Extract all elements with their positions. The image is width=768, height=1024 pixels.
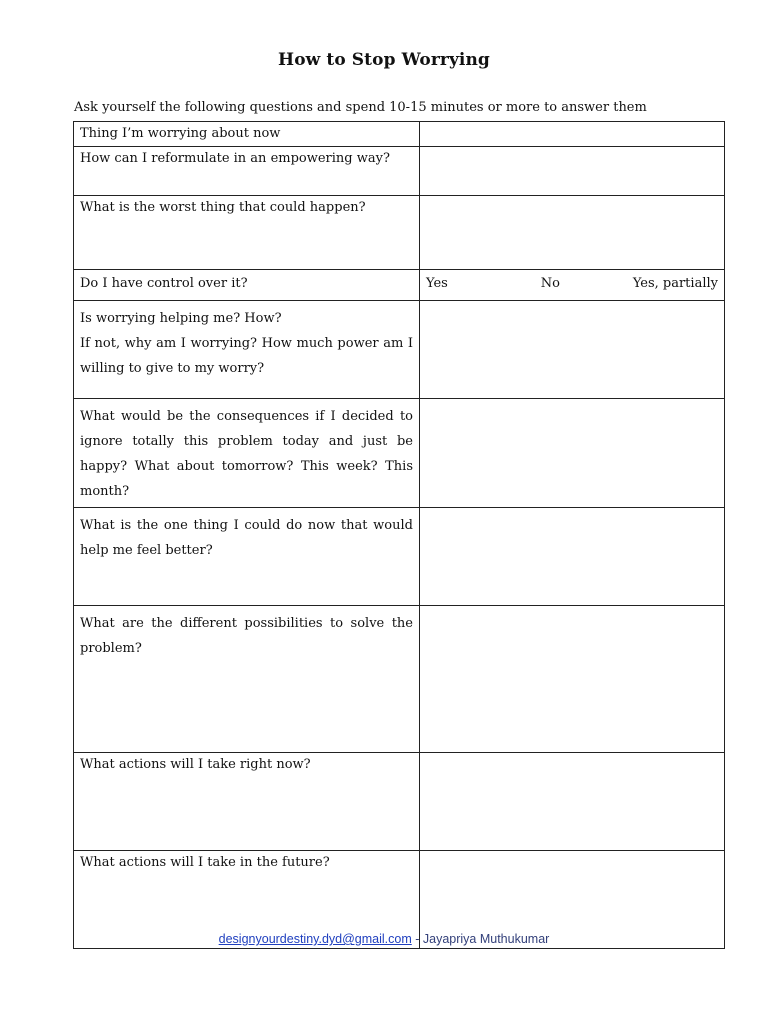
- footer-email-link[interactable]: designyourdestiny.dyd@gmail.com: [218, 932, 412, 946]
- answer-cell[interactable]: [420, 122, 725, 147]
- option-no[interactable]: No: [540, 276, 560, 291]
- question-text: Thing I’m worrying about now: [80, 126, 281, 141]
- table-row: [74, 753, 725, 851]
- question-text: What would be the consequences if I decided to ignore totally this problem today and just be happy? What about tomorrow? This week? This month?: [80, 409, 413, 499]
- table-row: [74, 399, 725, 508]
- answer-cell[interactable]: [420, 196, 725, 270]
- control-options-cell: [420, 270, 725, 301]
- table-row: [74, 606, 725, 753]
- table-row: [74, 122, 725, 147]
- worksheet-table: [73, 121, 725, 949]
- question-cell: [74, 399, 420, 508]
- instructions-text: Ask yourself the following questions and spend 10-15 minutes or more to answer them: [74, 100, 647, 115]
- answer-cell[interactable]: [420, 606, 725, 753]
- answer-cell[interactable]: [420, 508, 725, 606]
- question-text: What are the different possibilities to solve the problem?: [80, 616, 413, 656]
- option-yes[interactable]: Yes: [426, 276, 448, 291]
- question-text: What is the one thing I could do now that would help me feel better?: [80, 518, 413, 558]
- question-cell: [74, 753, 420, 851]
- table-row: [74, 196, 725, 270]
- table-row: [74, 147, 725, 196]
- answer-cell[interactable]: [420, 399, 725, 508]
- question-text: Is worrying helping me? How?: [80, 311, 282, 326]
- table-row: [74, 270, 725, 301]
- question-text: If not, why am I worrying? How much power am I willing to give to my worry?: [80, 336, 413, 376]
- question-text: How can I reformulate in an empowering way?: [80, 151, 390, 166]
- table-row: [74, 508, 725, 606]
- question-cell: [74, 122, 420, 147]
- question-cell: [74, 196, 420, 270]
- answer-cell[interactable]: [420, 147, 725, 196]
- question-text: Do I have control over it?: [80, 276, 248, 291]
- footer-separator: -: [411, 932, 423, 946]
- answer-cell[interactable]: [420, 301, 725, 399]
- question-cell: [74, 147, 420, 196]
- page-title: How to Stop Worrying: [278, 50, 490, 70]
- question-cell: [74, 606, 420, 753]
- answer-cell[interactable]: [420, 753, 725, 851]
- question-text: What actions will I take right now?: [80, 757, 311, 772]
- footer: [0, 932, 768, 946]
- option-yes-partially[interactable]: Yes, partially: [632, 276, 718, 291]
- question-text: What is the worst thing that could happen?: [80, 200, 366, 215]
- table-row: [74, 301, 725, 399]
- question-text: What actions will I take in the future?: [80, 855, 330, 870]
- question-cell: [74, 270, 420, 301]
- question-cell: [74, 508, 420, 606]
- footer-author: Jayapriya Muthukumar: [422, 932, 550, 946]
- question-cell: [74, 301, 420, 399]
